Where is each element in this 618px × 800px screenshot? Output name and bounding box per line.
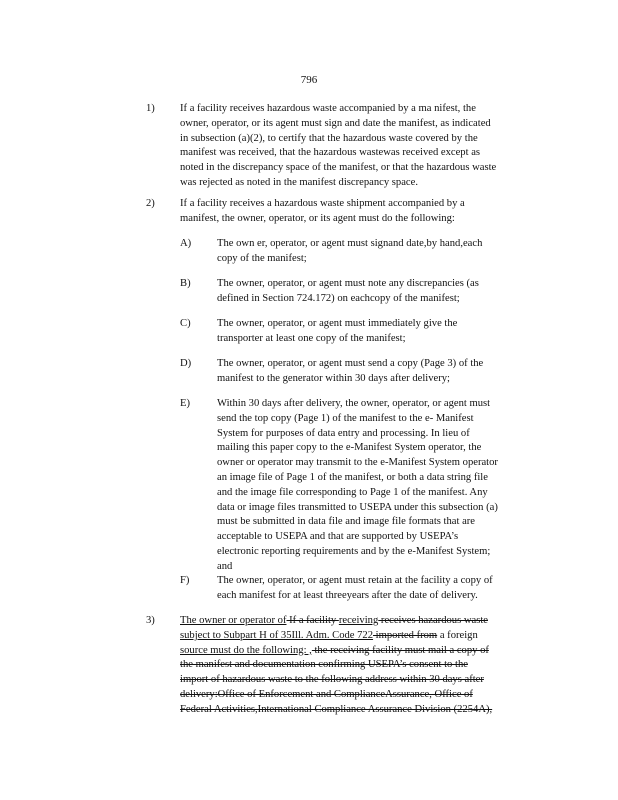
item-3-text [180,614,542,718]
deleted-text: the receiving facility must mail a copy of [311,644,489,656]
text-line: owner or operator may transmit to the e-Manifest System operator [217,457,498,469]
deleted-text-line: the manifest and documentation confirming USEPA’s consent to the [180,659,468,671]
item-2-text [180,197,542,227]
deleted-text: receives hazardous waste [378,615,488,626]
text-line: data or image files transmitted to USEPA under this subsection (a) [217,501,498,513]
text-line: If a facility receives hazardous waste accompanied by a ma nifest, the [180,103,476,114]
text-line: System for purposes of data entry and processing. In lieu of [217,427,470,439]
text-line [180,629,542,644]
text-line [180,644,542,659]
text-line: transporter at least one copy of the manifest; [217,332,406,344]
subitem-letter: C) [180,318,191,329]
text-line: The own er, operator, or agent must signand date,by hand,each [217,238,483,249]
text-line: noted in the discrepancy space of the manifest, or that the hazardous waste [180,162,497,174]
text-line: defined in Section 724.172) on eachcopy of the manifest; [217,292,460,304]
text-line: manifest was received, that the hazardous wastewas received except as [180,147,481,159]
deleted-text-line: Federal Activities,International Compliance Assurance Division (2254A), [180,703,493,715]
text-line: in subsection (a)(2), to certify that the hazardous waste covered by the [180,132,478,144]
item-number: 1) [146,103,155,114]
subitem-letter: A) [180,238,192,249]
text-line: The owner, operator, or agent must note any discrepancies (as [217,278,479,289]
inserted-text: receiving [338,615,379,626]
item-number: 3) [146,615,155,626]
text-line: Within 30 days after delivery, the owner, operator, or agent must [217,398,491,409]
deleted-text: If a facility [286,615,339,626]
inserted-text: source must do the following: , [180,644,312,656]
subitem-letter: F) [180,575,190,586]
inserted-text: subject to Subpart H of 35Ill. Adm. Code 722 [180,629,374,641]
deleted-text-line: import of hazardous waste to the following address within 30 days after [180,674,484,686]
text-line: manifest to the generator within 30 days after delivery; [217,372,450,384]
text-line: send the top copy (Page 1) of the manifest to the e- Manifest [217,412,474,424]
item-1-text [180,102,542,191]
text-line: must be submitted in data file and image file formats that are [217,516,475,528]
subitem-letter: D) [180,358,192,369]
text-line: The owner, operator, or agent must immediately give the [217,318,458,329]
text-line: The owner, operator, or agent must send a copy (Page 3) of the [217,358,484,369]
text-line [180,614,542,629]
text-line: acceptable to USEPA and that are supported by USEPA’s [217,531,459,543]
subitem-letter: B) [180,278,191,289]
text-line: and [217,560,233,572]
deleted-text-line: delivery:Office of Enforcement and ComplianceAssurance, Office of [180,688,473,700]
item-number: 2) [146,198,155,209]
text-line: manifest, the owner, operator, or its agent must do the following: [180,212,455,224]
text-line: electronic reporting requirements and by the e-Manifest System; [217,545,491,557]
text-line: and the image file corresponding to Page 1 of the manifest. Any [217,486,488,498]
inserted-text: The owner or operator of [180,615,287,626]
text-line: each manifest for at least threeyears after the date of delivery. [217,589,478,601]
deleted-text: imported from [373,629,438,641]
text-line: If a facility receives a hazardous waste shipment accompanied by a [180,198,465,209]
page-number: 796 [300,74,318,86]
text-line: The owner, operator, or agent must retain at the facility a copy of [217,575,493,586]
text-line: an image file of Page 1 of the manifest, or both a data string file [217,471,488,483]
subitem-letter: E) [180,398,190,409]
text-line: copy of the manifest; [217,252,307,264]
plain-text: a foreign [437,629,478,641]
text-line: was rejected as noted in the manifest discrepancy space. [180,176,418,188]
text-line: owner, operator, or its agent must sign and date the manifest, as indicated [180,117,491,129]
text-line: mailing this paper copy to the e-Manifest System operator, the [217,442,482,454]
